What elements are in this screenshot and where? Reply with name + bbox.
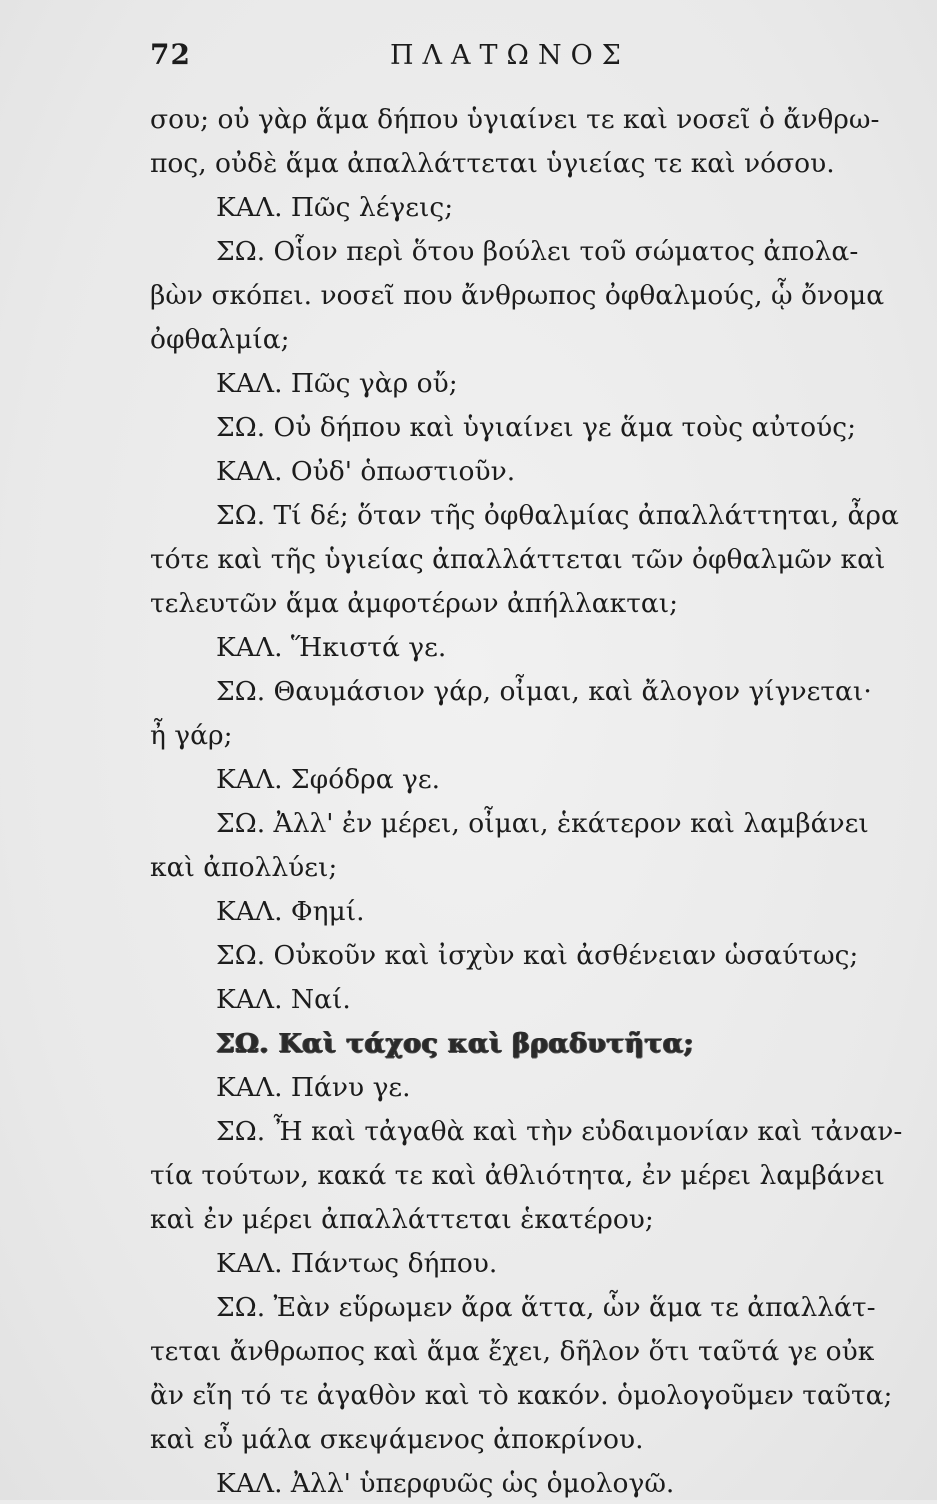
text-line: ΚΑΛ. Πῶς γὰρ οὔ; bbox=[216, 368, 458, 399]
text-line: ἂν εἴη τό τε ἀγαθὸν καὶ τὸ κακόν. ὁμολογοῦμεν ταῦτα; bbox=[150, 1380, 893, 1411]
text-line: ὀφθαλμία; bbox=[150, 324, 290, 355]
text-line: ΚΑΛ. Οὐδ' ὁπωστιοῦν. bbox=[216, 456, 516, 487]
text-line: ΚΑΛ. Ἥκιστά γε. bbox=[216, 632, 447, 663]
text-line: ΚΑΛ. Ναί. bbox=[216, 984, 351, 1015]
text-line: σου; οὐ γὰρ ἅμα δήπου ὑγιαίνει τε καὶ νοσεῖ ὁ ἄνθρω- bbox=[150, 104, 880, 135]
text-line: τία τούτων, κακά τε καὶ ἀθλιότητα, ἐν μέρει λαμβάνει bbox=[150, 1160, 885, 1191]
text-line: καὶ ἐν μέρει ἀπαλλάττεται ἑκατέρου; bbox=[150, 1204, 654, 1235]
text-line: ΣΩ. Θαυμάσιον γάρ, οἶμαι, καὶ ἄλογον γίγνεται· bbox=[216, 676, 872, 707]
page-header bbox=[150, 38, 910, 78]
text-line: ΚΑΛ. Σφόδρα γε. bbox=[216, 764, 441, 795]
smudged-text-line: ΣΩ. Καὶ τάχος καὶ βραδυτῆτα; bbox=[216, 1028, 695, 1059]
page-number: 72 bbox=[150, 38, 191, 71]
text-line: καὶ εὖ μάλα σκεψάμενος ἀποκρίνου. bbox=[150, 1424, 644, 1455]
text-line: βὼν σκόπει. νοσεῖ που ἄνθρωπος ὀφθαλμούς, ᾧ ὄνομα bbox=[150, 280, 885, 311]
running-head: ΠΛΑΤΩΝΟΣ bbox=[390, 40, 630, 71]
text-line: πος, οὐδὲ ἅμα ἀπαλλάττεται ὑγιείας τε καὶ νόσου. bbox=[150, 148, 835, 179]
text-line: τεται ἄνθρωπος καὶ ἅμα ἔχει, δῆλον ὅτι ταῦτά γε οὐκ bbox=[150, 1336, 875, 1367]
text-line: ΣΩ. Οὐκοῦν καὶ ἰσχὺν καὶ ἀσθένειαν ὡσαύτως; bbox=[216, 940, 859, 971]
text-line: ΣΩ. Τί δέ; ὅταν τῆς ὀφθαλμίας ἀπαλλάττηται, ἆρα bbox=[216, 500, 899, 531]
text-line: ΣΩ. Ἐὰν εὕρωμεν ἄρα ἅττα, ὧν ἅμα τε ἀπαλλάτ- bbox=[216, 1292, 876, 1323]
text-line: ΣΩ. Ἦ καὶ τἀγαθὰ καὶ τὴν εὐδαιμονίαν καὶ τἀναν- bbox=[216, 1116, 903, 1147]
text-line: τελευτῶν ἅμα ἀμφοτέρων ἀπήλλακται; bbox=[150, 588, 679, 619]
text-line: καὶ ἀπολλύει; bbox=[150, 852, 338, 883]
text-line: ἦ γάρ; bbox=[150, 720, 233, 751]
text-line: τότε καὶ τῆς ὑγιείας ἀπαλλάττεται τῶν ὀφθαλμῶν καὶ bbox=[150, 544, 886, 575]
text-line: ΣΩ. Οὐ δήπου καὶ ὑγιαίνει γε ἅμα τοὺς αὐτούς; bbox=[216, 412, 857, 443]
text-line: ΚΑΛ. Πάντως δήπου. bbox=[216, 1248, 498, 1279]
text-line: ΚΑΛ. Φημί. bbox=[216, 896, 365, 927]
text-line: ΚΑΛ. Ἀλλ' ὑπερφυῶς ὡς ὁμολογῶ. bbox=[216, 1468, 675, 1499]
text-line: ΣΩ. Οἷον περὶ ὅτου βούλει τοῦ σώματος ἀπολα- bbox=[216, 236, 859, 267]
text-line: ΚΑΛ. Πῶς λέγεις; bbox=[216, 192, 454, 223]
text-line: ΣΩ. Ἀλλ' ἐν μέρει, οἶμαι, ἑκάτερον καὶ λαμβάνει bbox=[216, 808, 869, 839]
text-line: ΚΑΛ. Πάνυ γε. bbox=[216, 1072, 411, 1103]
